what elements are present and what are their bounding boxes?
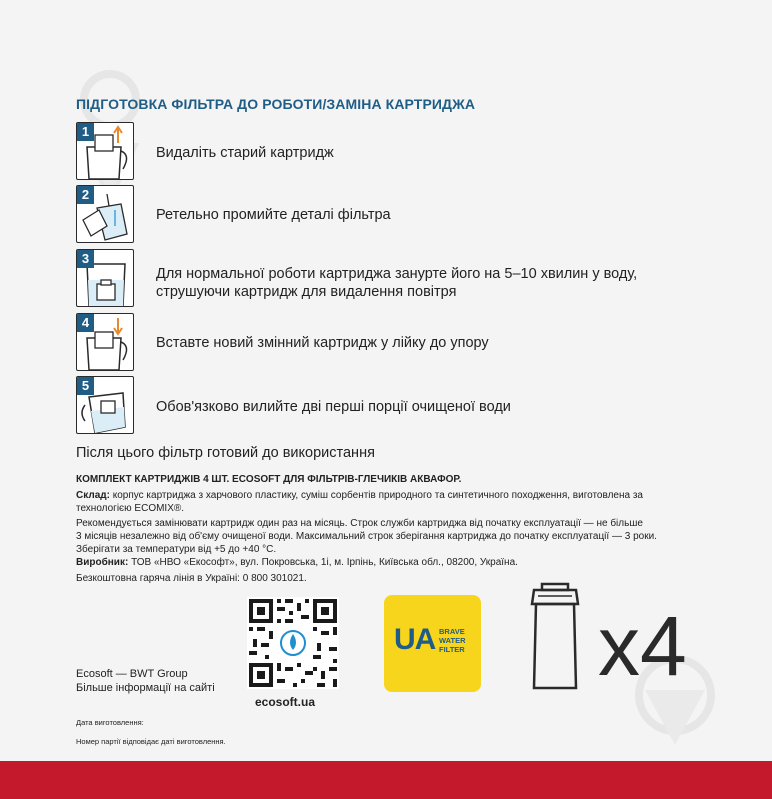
step-4 bbox=[76, 313, 696, 371]
step-text: Обов'язково вилийте дві перші порції очищеної води bbox=[156, 399, 511, 415]
ua-badge-words bbox=[439, 627, 466, 654]
bottom-red-band bbox=[0, 761, 772, 799]
manufacture-date-label: Дата виготовлення: bbox=[76, 718, 144, 727]
composition-label: Склад: bbox=[76, 490, 110, 501]
recommendation-paragraph bbox=[76, 517, 701, 556]
hotline-text: Безкоштовна гаряча лінія в Україні: 0 800 301021. bbox=[76, 573, 307, 584]
ua-badge-word: WATER bbox=[439, 636, 466, 645]
rinse-parts-icon bbox=[76, 185, 134, 243]
step-text: Ретельно промийте деталі фільтра bbox=[156, 207, 391, 223]
ua-brave-water-filter-badge bbox=[384, 595, 481, 692]
page-title: ПІДГОТОВКА ФІЛЬТРА ДО РОБОТИ/ЗАМІНА КАРТРИДЖА bbox=[76, 96, 476, 112]
step-number: 3 bbox=[77, 250, 94, 268]
package-count: x4 bbox=[598, 599, 687, 693]
step-text: Видаліть старий картридж bbox=[156, 145, 334, 161]
ecosoft-more-info: Більше інформації на сайті bbox=[76, 682, 215, 694]
recommendation-line: Рекомендується замінювати картридж один раз на місяць. Строк служби картриджа від початку експлуатації — не більше bbox=[76, 518, 643, 529]
step-number: 5 bbox=[77, 377, 94, 395]
composition-text: корпус картриджа з харчового пластику, суміш сорбентів природного та синтетичного походження, виготовлена за bbox=[112, 490, 643, 501]
step-2 bbox=[76, 185, 696, 243]
cartridge-icon bbox=[520, 580, 590, 690]
ua-badge-word: FILTER bbox=[439, 645, 465, 654]
soak-cartridge-icon bbox=[76, 249, 134, 307]
website-link[interactable]: ecosoft.ua bbox=[255, 695, 316, 709]
ready-text: Після цього фільтр готовий до використання bbox=[76, 445, 375, 461]
pour-water-icon bbox=[76, 376, 134, 434]
batch-number-label: Номер партії відповідає даті виготовлення. bbox=[76, 737, 226, 746]
insert-cartridge-icon bbox=[76, 313, 134, 371]
remove-cartridge-icon bbox=[76, 122, 134, 180]
step-text-line: струшуючи картридж для видалення повітря bbox=[156, 284, 457, 300]
step-number: 1 bbox=[77, 123, 94, 141]
step-1 bbox=[76, 122, 696, 180]
step-3 bbox=[76, 249, 696, 307]
manufacturer-label: Виробник: bbox=[76, 557, 129, 568]
step-number: 2 bbox=[77, 186, 94, 204]
qr-code[interactable] bbox=[247, 597, 339, 689]
recommendation-line: 3 місяців незалежно від об'єму очищеної води. Максимальний строк зберігання картриджа до початку експлуатації — 3 роки. bbox=[76, 531, 657, 542]
ecosoft-info bbox=[76, 667, 215, 695]
manufacturer-text: ТОВ «НВО «Екософт», вул. Покровська, 1і, м. Ірпінь, Київська обл., 08200, Україна. bbox=[131, 557, 518, 568]
ua-badge-word: BRAVE bbox=[439, 627, 465, 636]
manufacturer-paragraph bbox=[76, 556, 701, 569]
recommendation-line: Зберігати за температури від +5 до +40 °С. bbox=[76, 544, 277, 555]
ua-badge-letters: UA bbox=[394, 623, 436, 656]
step-5 bbox=[76, 376, 696, 434]
step-number: 4 bbox=[77, 314, 94, 332]
composition-text: технологією ECOMIX®. bbox=[76, 503, 185, 514]
kit-title: КОМПЛЕКТ КАРТРИДЖІВ 4 ШТ. ECOSOFT ДЛЯ ФІЛЬТРІВ-ГЛЕЧИКІВ АКВАФОР. bbox=[76, 474, 462, 485]
step-text-line: Для нормальної роботи картриджа занурте його на 5–10 хвилин у воду, bbox=[156, 266, 638, 282]
step-text bbox=[156, 265, 637, 301]
ecosoft-group: Ecosoft — BWT Group bbox=[76, 668, 188, 680]
step-text: Вставте новий змінний картридж у лійку до упору bbox=[156, 335, 489, 351]
composition-paragraph bbox=[76, 489, 701, 515]
